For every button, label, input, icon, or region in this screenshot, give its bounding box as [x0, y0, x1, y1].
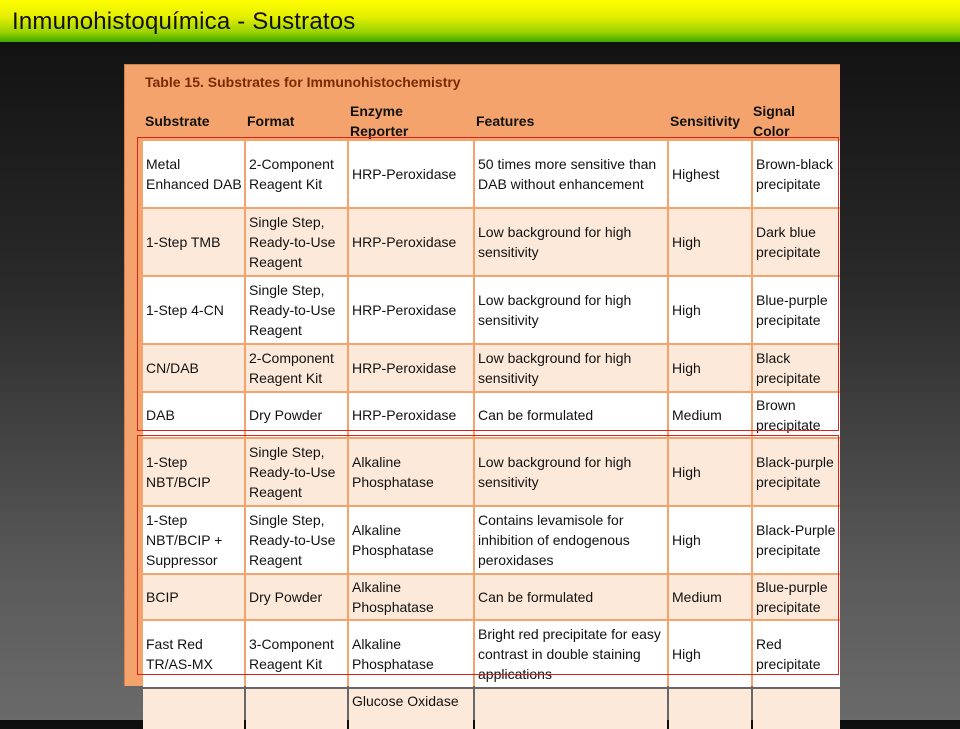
table-cell: HRP-Peroxidase [349, 141, 473, 207]
table-cell: Low background for high sensitivity [475, 277, 667, 343]
table-cell: Dark blue precipitate [753, 209, 840, 275]
table-cell: Alkaline Phosphatase [349, 575, 473, 619]
column-header-format: Format [247, 113, 295, 129]
table-cell: Alkaline Phosphatase [349, 439, 473, 505]
table-cell: High [669, 439, 751, 505]
table-cell: Highest [669, 141, 751, 207]
table-cell: CN/DAB [143, 345, 244, 391]
table-cell: DAB [143, 393, 244, 437]
table-cell: Can be formulated [475, 393, 667, 437]
table-cell [669, 689, 751, 729]
table-cell [246, 689, 347, 729]
table-cell: Dry Powder [246, 575, 347, 619]
table-cell: Blue-purple precipitate [753, 575, 840, 619]
column-header-signal-color: Signal Color [753, 103, 796, 139]
table-cell: Metal Enhanced DAB [143, 141, 244, 207]
table-cell: 1-Step NBT/BCIP [143, 439, 244, 505]
table-cell: Low background for high sensitivity [475, 439, 667, 505]
table-cell: Black-purple precipitate [753, 439, 840, 505]
table-cell: Glucose Oxidase [349, 689, 473, 729]
table-caption: Table 15. Substrates for Immunohistochemistry [145, 74, 461, 90]
table-cell: High [669, 507, 751, 573]
table-cell: Alkaline Phosphatase [349, 507, 473, 573]
table-cell [753, 689, 840, 729]
table-cell: Single Step, Ready-to-Use Reagent [246, 507, 347, 573]
table-cell: Brown-black precipitate [753, 141, 840, 207]
table-cell: HRP-Peroxidase [349, 393, 473, 437]
table-cell: Low background for high sensitivity [475, 209, 667, 275]
table-cell: 2-Component Reagent Kit [246, 345, 347, 391]
table-cell: 3-Component Reagent Kit [246, 621, 347, 687]
table-cell: Brown precipitate [753, 393, 840, 437]
column-header-sensitivity: Sensitivity [670, 113, 741, 129]
table-body [143, 141, 843, 729]
table-cell [475, 689, 667, 729]
title-bar [0, 0, 960, 42]
table-cell: HRP-Peroxidase [349, 345, 473, 391]
table-cell: Bright red precipitate for easy contrast in double staining applications [475, 621, 667, 687]
table-cell: HRP-Peroxidase [349, 209, 473, 275]
table-cell: Alkaline Phosphatase [349, 621, 473, 687]
table-cell: Black precipitate [753, 345, 840, 391]
table-cell: Single Step, Ready-to-Use Reagent [246, 277, 347, 343]
table-cell: Can be formulated [475, 575, 667, 619]
table-cell: Low background for high sensitivity [475, 345, 667, 391]
table-cell: 1-Step NBT/BCIP + Suppressor [143, 507, 244, 573]
table-cell: Single Step, Ready-to-Use Reagent [246, 209, 347, 275]
table-cell: High [669, 277, 751, 343]
table-cell: Red precipitate [753, 621, 840, 687]
table-cell: HRP-Peroxidase [349, 277, 473, 343]
table-cell: 1-Step TMB [143, 209, 244, 275]
substrates-table-image [124, 64, 840, 709]
table-cell: High [669, 621, 751, 687]
slide-title: Inmunohistoquímica - Sustratos [12, 8, 356, 35]
table-cell [143, 689, 244, 729]
column-header-enzyme-reporter: Enzyme Reporter [350, 103, 409, 139]
table-cell: High [669, 209, 751, 275]
table-cell: Medium [669, 393, 751, 437]
table-cell: Contains levamisole for inhibition of endogenous peroxidases [475, 507, 667, 573]
table-cell: Blue-purple precipitate [753, 277, 840, 343]
table-cell: 1-Step 4-CN [143, 277, 244, 343]
table-cell: Black-Purple precipitate [753, 507, 840, 573]
table-cell: Fast Red TR/AS-MX [143, 621, 244, 687]
table-cell: High [669, 345, 751, 391]
table-cell: Dry Powder [246, 393, 347, 437]
table-cell: Medium [669, 575, 751, 619]
column-header-substrate: Substrate [145, 113, 210, 129]
table-cell: BCIP [143, 575, 244, 619]
table-cell: 2-Component Reagent Kit [246, 141, 347, 207]
table-cell: 50 times more sensitive than DAB without enhancement [475, 141, 667, 207]
column-header-features: Features [476, 113, 535, 129]
table-cell: Single Step, Ready-to-Use Reagent [246, 439, 347, 505]
